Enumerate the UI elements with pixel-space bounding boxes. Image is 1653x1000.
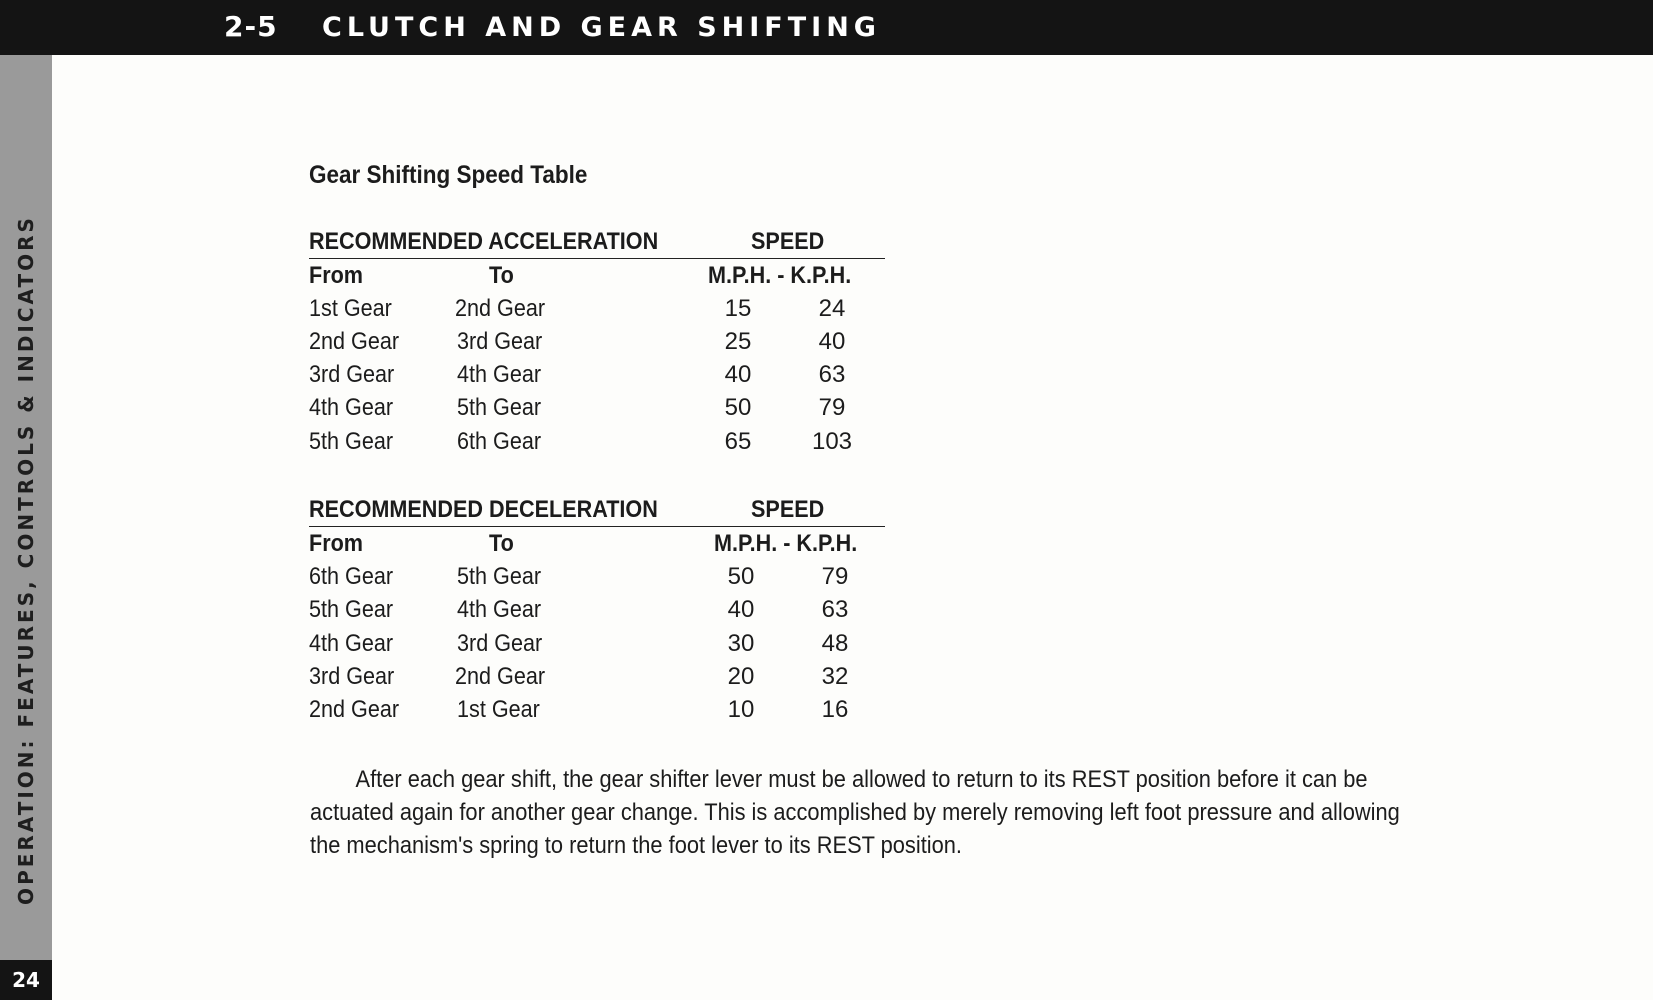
mph-value: 50 — [727, 563, 755, 590]
table-row — [309, 563, 885, 596]
heading-rule — [309, 526, 885, 527]
col-to: To — [489, 530, 514, 557]
to-gear: 4th Gear — [457, 596, 542, 623]
table-row — [309, 696, 885, 729]
column-header-row — [309, 530, 885, 563]
acceleration-heading-row — [309, 228, 885, 261]
to-gear: 6th Gear — [457, 428, 542, 455]
table-row — [309, 663, 885, 696]
from-gear: 1st Gear — [309, 295, 392, 322]
from-gear: 3rd Gear — [309, 361, 395, 388]
table-row — [309, 394, 885, 427]
from-gear: 4th Gear — [309, 630, 394, 657]
mph-value: 15 — [724, 295, 752, 322]
from-gear: 4th Gear — [309, 394, 394, 421]
table-row — [309, 596, 885, 629]
mph-value: 10 — [727, 696, 755, 723]
kph-value: 40 — [818, 328, 846, 355]
table-row — [309, 361, 885, 394]
column-header-row — [309, 262, 885, 295]
mph-value: 25 — [724, 328, 752, 355]
mph-value: 50 — [724, 394, 752, 421]
to-gear: 5th Gear — [457, 394, 542, 421]
section-title: CLUTCH AND GEAR SHIFTING — [322, 12, 881, 43]
page-number: 24 — [12, 968, 40, 992]
to-gear: 4th Gear — [457, 361, 542, 388]
col-from: From — [309, 262, 363, 289]
kph-value: 16 — [821, 696, 849, 723]
from-gear: 5th Gear — [309, 596, 394, 623]
kph-value: 48 — [821, 630, 849, 657]
page-number-box — [0, 960, 52, 1000]
col-units: M.P.H. - K.P.H. — [708, 262, 852, 289]
kph-value: 32 — [821, 663, 849, 690]
speed-heading: SPEED — [751, 496, 825, 523]
kph-value: 79 — [821, 563, 849, 590]
acceleration-heading: RECOMMENDED ACCELERATION — [309, 228, 659, 255]
col-units: M.P.H. - K.P.H. — [714, 530, 858, 557]
kph-value: 79 — [818, 394, 846, 421]
to-gear: 2nd Gear — [455, 663, 546, 690]
mph-value: 40 — [724, 361, 752, 388]
kph-value: 63 — [821, 596, 849, 623]
from-gear: 3rd Gear — [309, 663, 395, 690]
from-gear: 2nd Gear — [309, 696, 400, 723]
from-gear: 5th Gear — [309, 428, 394, 455]
table-row — [309, 428, 885, 461]
heading-rule — [309, 258, 885, 259]
to-gear: 1st Gear — [457, 696, 540, 723]
table-row — [309, 630, 885, 663]
deceleration-heading-row — [309, 496, 885, 529]
body-paragraph — [310, 763, 1430, 862]
table-row — [309, 328, 885, 361]
to-gear: 2nd Gear — [455, 295, 546, 322]
kph-value: 24 — [818, 295, 846, 322]
col-to: To — [489, 262, 514, 289]
deceleration-heading: RECOMMENDED DECELERATION — [309, 496, 658, 523]
section-number: 2-5 — [224, 10, 278, 43]
to-gear: 5th Gear — [457, 563, 542, 590]
chapter-sidebar — [0, 55, 52, 960]
mph-value: 20 — [727, 663, 755, 690]
page-header — [0, 0, 1653, 55]
to-gear: 3rd Gear — [457, 630, 543, 657]
chapter-title: OPERATION: FEATURES, CONTROLS & INDICATORS — [14, 215, 38, 905]
table-row — [309, 295, 885, 328]
speed-heading: SPEED — [751, 228, 825, 255]
from-gear: 6th Gear — [309, 563, 394, 590]
paragraph-text: After each gear shift, the gear shifter lever must be allowed to return to its REST position before it can be actuated again for another gear change. This is accomplished by merely removing left foot pressure and allowing the mechanism's spring to return the foot lever to its REST position. — [310, 766, 1400, 859]
kph-value: 103 — [811, 428, 853, 455]
mph-value: 65 — [724, 428, 752, 455]
kph-value: 63 — [818, 361, 846, 388]
table-title: Gear Shifting Speed Table — [309, 161, 588, 189]
to-gear: 3rd Gear — [457, 328, 543, 355]
from-gear: 2nd Gear — [309, 328, 400, 355]
mph-value: 40 — [727, 596, 755, 623]
mph-value: 30 — [727, 630, 755, 657]
col-from: From — [309, 530, 363, 557]
